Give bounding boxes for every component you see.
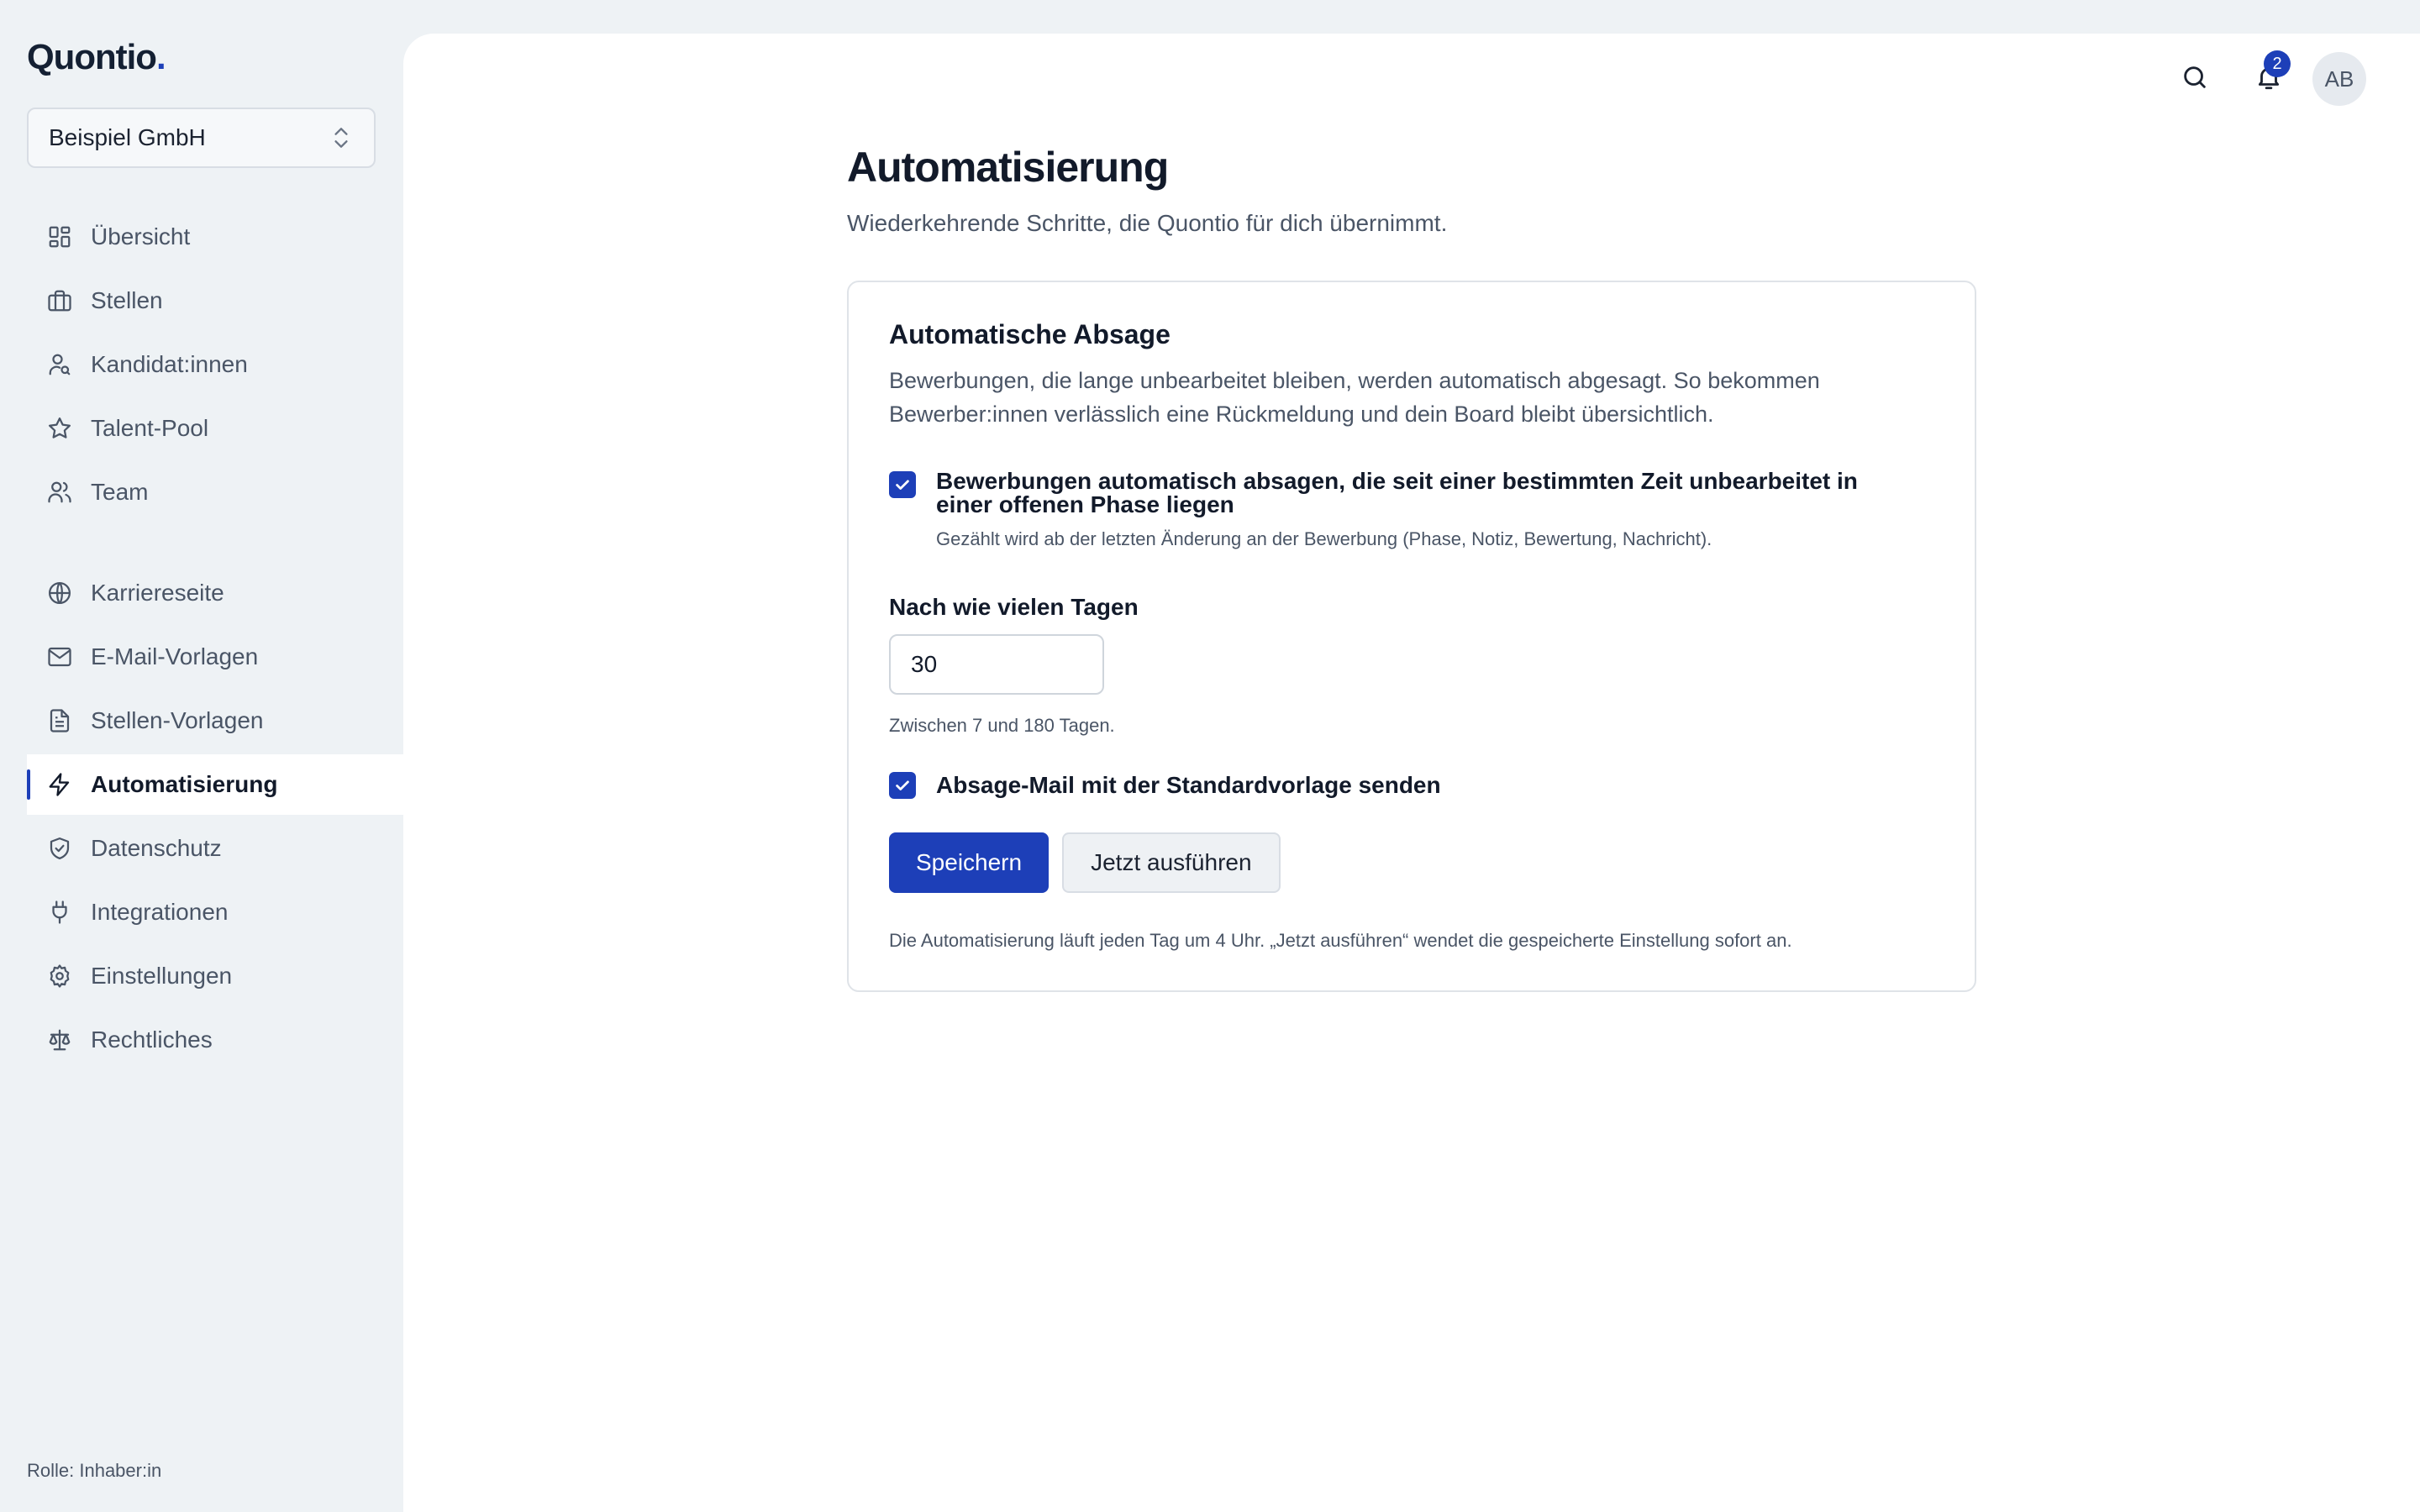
schedule-footnote: Die Automatisierung läuft jeden Tag um 4 Uhr. „Jetzt ausführen“ wendet die gespeicherte Einstellung sofort an. (889, 930, 1792, 951)
sidebar-item-stellen-vorlagen[interactable] (27, 690, 403, 751)
page-subtitle: Wiederkehrende Schritte, die Quontio für dich übernimmt. (847, 210, 1448, 236)
nav-group-separator (27, 526, 403, 563)
auto-reject-hint: Gezählt wird ab der letzten Änderung an der Bewerbung (Phase, Notiz, Bewertung, Nachricht). (936, 528, 1712, 549)
auto-reject-text (936, 470, 1911, 550)
sidebar-item-integrationen[interactable] (27, 882, 403, 942)
send-mail-checkbox[interactable] (889, 772, 916, 799)
plug-icon (47, 900, 72, 925)
sidebar-item-label: Team (91, 479, 149, 505)
gear-icon (47, 963, 72, 989)
briefcase-icon (47, 288, 72, 313)
auto-reject-checkbox[interactable] (889, 471, 916, 498)
sidebar-item-label: Einstellungen (91, 963, 233, 989)
sidebar-item-automatisierung[interactable] (27, 754, 403, 815)
notifications-button[interactable] (2245, 54, 2292, 101)
notification-badge: 2 (2264, 50, 2291, 77)
brand-name: Quontio (27, 37, 156, 76)
sidebar (0, 0, 403, 1512)
sidebar-item-label: Stellen-Vorlagen (91, 707, 264, 733)
send-mail-text (936, 774, 1911, 797)
avatar[interactable]: AB (2312, 52, 2366, 106)
globe-icon (47, 580, 72, 606)
days-input[interactable] (889, 634, 1104, 695)
page-title: Automatisierung (847, 144, 1169, 191)
sidebar-item-team[interactable] (27, 462, 403, 522)
sidebar-nav (27, 207, 403, 1074)
sidebar-item-kandidaten[interactable] (27, 334, 403, 395)
sidebar-item-talent-pool[interactable] (27, 398, 403, 459)
mail-icon (47, 644, 72, 669)
lightning-icon (47, 772, 72, 797)
user-role: Rolle: Inhaber:in (27, 1460, 162, 1481)
dashboard-icon (47, 224, 72, 249)
sidebar-item-rechtliches[interactable] (27, 1010, 403, 1070)
users-icon (47, 480, 72, 505)
document-icon (47, 708, 72, 733)
star-icon (47, 416, 72, 441)
sidebar-item-uebersicht[interactable] (27, 207, 403, 267)
sidebar-item-datenschutz[interactable] (27, 818, 403, 879)
brand-logo[interactable] (27, 37, 166, 77)
main-content (403, 34, 2420, 1512)
send-mail-option (889, 772, 1934, 799)
sidebar-item-label: Datenschutz (91, 835, 222, 861)
organization-select-label: Beispiel GmbH (49, 124, 206, 150)
sidebar-item-karriereseite[interactable] (27, 563, 403, 623)
sidebar-item-label: Übersicht (91, 223, 191, 249)
sidebar-item-label: Kandidat:innen (91, 351, 248, 377)
sidebar-item-label: Automatisierung (91, 771, 278, 797)
search-button[interactable] (2171, 54, 2218, 101)
card-description: Bewerbungen, die lange unbearbeitet bleiben, werden automatisch abgesagt. So bekommen Bewerber:innen verlässlich eine Rückmeldung und dein Board bleibt übersichtlich. (889, 368, 1820, 427)
checkmark-icon (893, 475, 912, 494)
sidebar-item-label: Integrationen (91, 899, 229, 925)
sidebar-item-label: Stellen (91, 287, 163, 313)
card-title: Automatische Absage (889, 319, 1171, 349)
user-search-icon (47, 352, 72, 377)
sidebar-item-email-vorlagen[interactable] (27, 627, 403, 687)
days-field-label: Nach wie vielen Tagen (889, 594, 1139, 620)
days-field-hint: Zwischen 7 und 180 Tagen. (889, 715, 1115, 736)
auto-reject-label[interactable]: Bewerbungen automatisch absagen, die seit einer bestimmten Zeit unbearbeitet in einer offenen Phase liegen (936, 468, 1858, 517)
send-mail-label[interactable]: Absage-Mail mit der Standardvorlage senden (936, 772, 1441, 798)
brand-dot: . (155, 37, 166, 76)
save-button[interactable]: Speichern (889, 832, 1049, 893)
scale-icon (47, 1027, 72, 1053)
sidebar-item-label: Talent-Pool (91, 415, 209, 441)
auto-reject-card (847, 281, 1976, 992)
card-actions (889, 832, 1934, 893)
sidebar-item-einstellungen[interactable] (27, 946, 403, 1006)
shield-check-icon (47, 836, 72, 861)
run-now-button[interactable]: Jetzt ausführen (1062, 832, 1280, 893)
checkmark-icon (893, 776, 912, 795)
sidebar-item-stellen[interactable] (27, 270, 403, 331)
automation-section (847, 143, 1976, 992)
sidebar-item-label: E-Mail-Vorlagen (91, 643, 259, 669)
organization-select[interactable] (27, 108, 376, 168)
chevron-up-down-icon (330, 125, 352, 150)
auto-reject-option (889, 470, 1934, 550)
sidebar-item-label: Karriereseite (91, 580, 224, 606)
sidebar-item-label: Rechtliches (91, 1026, 213, 1053)
search-icon (2181, 63, 2209, 92)
